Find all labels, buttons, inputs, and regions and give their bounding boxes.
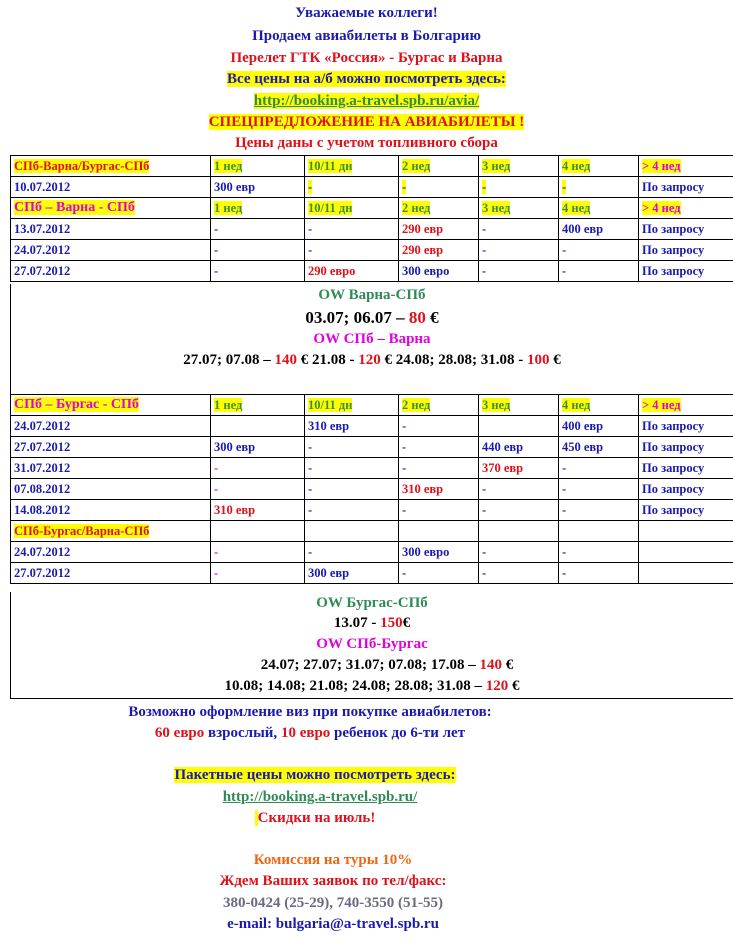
table-row: 24.07.2012 - - 290 евр - - По запросу [11, 240, 733, 261]
flight-line: Перелет ГТК «Россия» - Бургас и Варна [230, 50, 503, 66]
phones: 380-0424 (25-29), 740-3550 (51-55) [223, 895, 443, 911]
ow-burgas-title: OW Бургас-СПб [316, 595, 428, 611]
packages-link[interactable]: http://booking.a-travel.spb.ru/ [222, 789, 418, 805]
subtitle: Продаем авиабилеты в Болгарию [252, 28, 481, 44]
greeting: Уважаемые коллеги! [295, 5, 438, 21]
ow-burgas-box [10, 592, 733, 699]
await-note: Ждем Ваших заявок по тел/факс: [219, 873, 447, 889]
table-varna [10, 155, 733, 282]
prices-note: Все цены на а/б можно посмотреть здесь: [227, 71, 506, 87]
table-row: 27.07.2012 - 300 евр - - - [11, 563, 733, 584]
table-row: 31.07.2012 - - - 370 евр - По запросу [11, 458, 733, 479]
visa-note: Возможно оформление виз при покупке авиабилетов: [128, 704, 492, 720]
ow-burgas-dates: 13.07 - 150€ [333, 615, 411, 631]
special-offer: СПЕЦПРЕДЛОЖЕНИЕ НА АВИАБИЛЕТЫ ! [208, 114, 525, 130]
table-header-row: СПб-Варна/Бургас-СПб 1 нед 10/11 дн 2 нед 3 нед 4 нед > 4 нед [11, 156, 733, 177]
ow-varna-dates: 03.07; 06.07 – 80 € [305, 308, 439, 327]
table-row: 24.07.2012 - - 300 евро - - [11, 542, 733, 563]
route-cell: СПб-Варна/Бургас-СПб [11, 156, 211, 177]
discounts-note: Скидки на июль! [0, 810, 630, 827]
commission-note: Комиссия на туры 10% [253, 852, 413, 868]
table-row: 10.07.2012 300 евр - - - - По запросу [11, 177, 733, 198]
ow-varna-title: OW Варна-СПб [318, 287, 426, 303]
table-row: 07.08.2012 - - 310 евр - - По запросу [11, 479, 733, 500]
table-header-row: СПб – Бургас - СПб 1 нед 10/11 дн 2 нед 3 нед 4 нед > 4 нед [11, 395, 733, 416]
table-burgas [10, 394, 733, 584]
avia-link-line [0, 93, 733, 110]
ow-spb-burgas-dates-2: 10.08; 14.08; 21.08; 24.08; 28.08; 31.08 – 120 € [224, 678, 520, 694]
ow-spb-burgas-title: OW СПб-Бургас [316, 636, 428, 652]
route-cell: СПб – Варна - СПб [11, 198, 211, 219]
ow-spb-burgas-dates-1: 24.07; 27.07; 31.07; 07.08; 17.08 – 140 € [260, 657, 514, 673]
table-row: 27.07.2012 300 евр - - 440 евр 450 евр По запросу [11, 437, 733, 458]
ow-spb-varna-title: OW СПб – Варна [313, 331, 431, 347]
route-cell: СПб – Бургас - СПб [11, 395, 211, 416]
packages-note: Пакетные цены можно посмотреть здесь: [174, 767, 456, 783]
ow-spb-varna-dates: 27.07; 07.08 – 140 € 21.08 - 120 € 24.08; 28.08; 31.08 - 100 € [183, 352, 561, 368]
table-header-row: СПб – Варна - СПб 1 нед 10/11 дн 2 нед 3 нед 4 нед > 4 нед [11, 198, 733, 219]
ow-varna-box [10, 284, 733, 395]
avia-link[interactable]: http://booking.a-travel.spb.ru/avia/ [253, 93, 480, 109]
table-row: 27.07.2012 - 290 евро 300 евро - - По запросу [11, 261, 733, 282]
table-row: 13.07.2012 - - 290 евр - 400 евр По запросу [11, 219, 733, 240]
fuel-note: Цены даны с учетом топливного сбора [235, 135, 498, 151]
table-header-row [11, 521, 733, 542]
table-row: 14.08.2012 310 евр - - - - По запросу [11, 500, 733, 521]
route-cell: СПб-Бургас/Варна-СПб [11, 521, 211, 542]
table-row: 24.07.2012 310 евр - 400 евр По запросу [11, 416, 733, 437]
packages-link-line [0, 789, 640, 806]
email[interactable]: e-mail: bulgaria@a-travel.spb.ru [227, 916, 439, 932]
visa-prices: 60 евро взрослый, 10 евро ребенок до 6-ти лет [154, 725, 466, 741]
